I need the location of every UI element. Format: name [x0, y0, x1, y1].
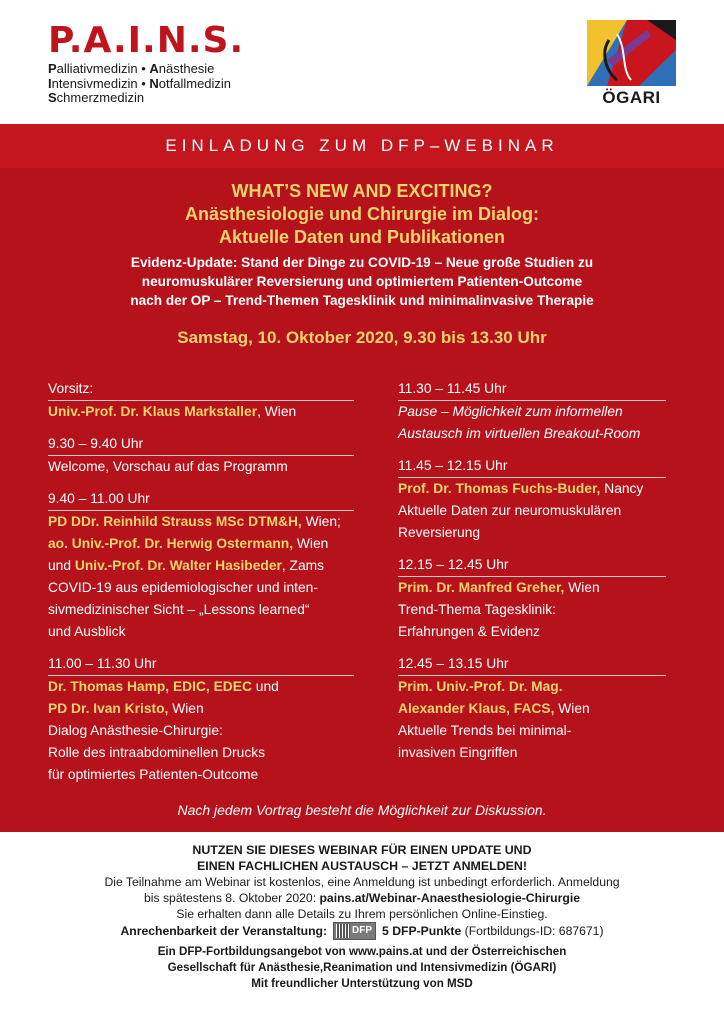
credit-points: 5 DFP-Punkte (Fortbildungs-ID: 687671): [382, 924, 604, 938]
event-date: Samstag, 10. Oktober 2020, 9.30 bis 13.30 Uhr: [177, 328, 547, 347]
speaker-line: Prim. Univ.-Prof. Dr. Mag.: [398, 679, 563, 694]
red-panel: [0, 124, 724, 832]
footer: [0, 832, 724, 1024]
speaker-line: Prim. Dr. Manfred Greher, Wien: [398, 580, 600, 595]
program-entry: [398, 653, 666, 764]
registration-text: bis spätestens 8. Oktober 2020: pains.at/Webinar-Anaesthesiologie-Chirurgie: [144, 891, 580, 905]
program-entry: [48, 653, 354, 786]
program-right-column: [398, 378, 666, 774]
call-to-action: EINEN FACHLICHEN AUSTAUSCH – JETZT ANMELDEN!: [197, 859, 527, 873]
entry-text: Pause – Möglichkeit zum informellen: [398, 404, 623, 419]
entry-text: und Ausblick: [48, 624, 126, 639]
header: [0, 0, 724, 124]
entry-text: Reversierung: [398, 525, 481, 540]
speaker-line: Prof. Dr. Thomas Fuchs-Buder, Nancy: [398, 481, 644, 496]
program-entry: [398, 554, 666, 643]
entry-text: Trend-Thema Tagesklinik:: [398, 602, 556, 617]
entry-text: für optimiertes Patienten-Outcome: [48, 767, 259, 782]
entry-text: sivmedizinischer Sicht – „Lessons learned“: [48, 602, 310, 617]
closing-note: Nach jedem Vortrag besteht die Möglichkeit zur Diskussion.: [177, 802, 547, 818]
entry-text: invasiven Eingriffen: [398, 745, 518, 760]
entry-time: 11.45 – 12.15 Uhr: [398, 455, 666, 478]
invitation-band: [0, 124, 724, 168]
speaker-line: ao. Univ.-Prof. Dr. Herwig Ostermann, Wien: [48, 536, 329, 551]
ogari-logo: [587, 20, 676, 110]
pains-title: P.A.I.N.S.: [48, 20, 245, 61]
entry-text: Dialog Anästhesie-Chirurgie:: [48, 723, 223, 738]
entry-time: 11.00 – 11.30 Uhr: [48, 653, 354, 676]
entry-text: Erfahrungen & Evidenz: [398, 624, 540, 639]
program-entry: [48, 433, 354, 478]
entry-text: Aktuelle Daten zur neuromuskulären: [398, 503, 622, 518]
program-entry: [398, 455, 666, 544]
speaker-line: PD Dr. Ivan Kristo, Wien: [48, 701, 204, 716]
entry-time: 12.15 – 12.45 Uhr: [398, 554, 666, 577]
entry-label: Vorsitz:: [48, 378, 354, 401]
barcode-icon: [336, 924, 350, 938]
program-entry: [48, 378, 354, 423]
speaker-line: PD DDr. Reinhild Strauss MSc DTM&H, Wien;: [48, 514, 341, 529]
entry-text: Rolle des intraabdominellen Drucks: [48, 745, 266, 760]
registration-text: Die Teilnahme am Webinar ist kostenlos, eine Anmeldung ist unbedingt erforderlich. Anmeldung: [104, 875, 620, 889]
pains-subtitle: [48, 62, 244, 106]
speaker-line: Univ.-Prof. Dr. Klaus Markstaller, Wien: [48, 404, 297, 419]
program-entry: [398, 378, 666, 445]
pains-line: Palliativmedizin • Anästhesie: [48, 61, 215, 76]
entry-time: 11.30 – 11.45 Uhr: [398, 378, 666, 401]
sub-headline-2: Aktuelle Daten und Publikationen: [218, 227, 506, 247]
invitation-title: EINLADUNG ZUM DFP–WEBINAR: [165, 136, 559, 155]
credit-label: Anrechenbarkeit der Veranstaltung:: [120, 924, 328, 938]
entry-text: COVID-19 aus epidemiologischer und inten-: [48, 580, 318, 595]
registration-text: Sie erhalten dann alle Details zu Ihrem persönlichen Online-Einstieg.: [176, 907, 548, 921]
speaker-line: und Univ.-Prof. Dr. Walter Hasibeder, Zams: [48, 558, 325, 573]
ogari-wordmark: ÖGARI: [602, 88, 661, 107]
speaker-line: Dr. Thomas Hamp, EDIC, EDEC und: [48, 679, 279, 694]
sub-headline: Anästhesiologie und Chirurgie im Dialog:: [184, 204, 540, 224]
entry-time: 9.40 – 11.00 Uhr: [48, 488, 354, 511]
title-block: [0, 180, 724, 348]
pains-logo: [48, 22, 244, 106]
pains-line: Schmerzmedizin: [48, 90, 145, 105]
entry-time: 9.30 – 9.40 Uhr: [48, 433, 354, 456]
pains-line: Intensivmedizin • Notfallmedizin: [48, 75, 232, 91]
credit-line: [0, 922, 724, 940]
call-to-action: NUTZEN SIE DIESES WEBINAR FÜR EINEN UPDATE UND: [192, 843, 532, 857]
registration-link[interactable]: pains.at/Webinar-Anaesthesiologie-Chirurgie: [319, 891, 580, 905]
entry-text: Austausch im virtuellen Breakout-Room: [398, 426, 641, 441]
speaker-line: Alexander Klaus, FACS, Wien: [398, 701, 590, 716]
main-headline: WHAT’S NEW AND EXCITING?: [231, 181, 493, 201]
entry-time: 12.45 – 13.15 Uhr: [398, 653, 666, 676]
provider-text: Ein DFP-Fortbildungsangebot von www.pains.at und der Österreichischen Gesellschaft für Anästhesie,Reanimation und Intensivmedizin (ÖGARI) Mit freundlicher Unterstützung von MSD: [157, 945, 567, 990]
intro-text: Evidenz-Update: Stand der Dinge zu COVID-19 – Neue große Studien zu neuromuskulärer Reversierung und optimiertem Patienten-Outcome nach der OP – Trend-Themen Tagesklinik und minimalinvasive Therapie: [130, 255, 594, 308]
entry-text: Aktuelle Trends bei minimal-: [398, 723, 572, 738]
program-entry: [48, 488, 354, 643]
entry-text: Welcome, Vorschau auf das Programm: [48, 459, 288, 474]
program-left-column: [48, 378, 354, 796]
dfp-badge: DFP: [333, 922, 376, 940]
